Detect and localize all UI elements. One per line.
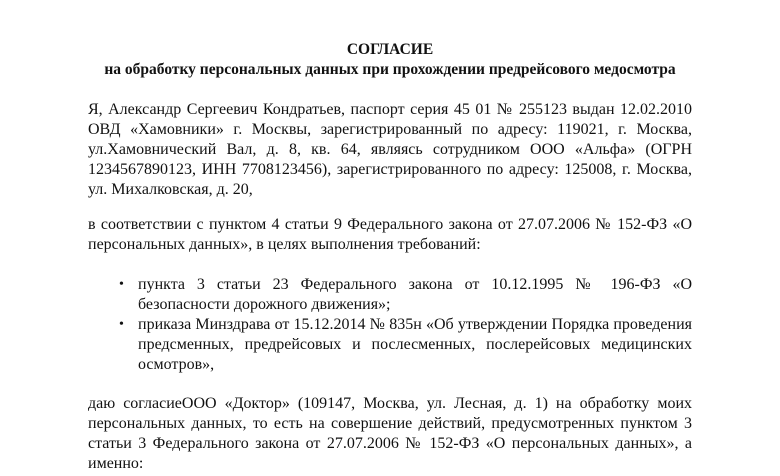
requirements-list <box>88 275 692 375</box>
intro-paragraph: Я, Александр Сергеевич Кондратьев, паспорт серия 45 01 № 255123 выдан 12.02.2010 ОВД «Хамовники» г. Москвы, зарегистрированный по адресу: 119021, г. Москва, ул.Хамовнический Вал, д. 8, кв. 64, являясь сотрудником ООО «Альфа» (ОГРН 1234567890123, ИНН 7708123456), зарегистрированного по адресу: 125008, г. Москва, ул. Михалковская, д. 20, <box>88 101 692 198</box>
list-item <box>88 275 692 315</box>
basis-paragraph: в соответствии с пунктом 4 статьи 9 Федерального закона от 27.07.2006 № 152-ФЗ «О персональных данных», в целях выполнения требований: <box>88 216 692 253</box>
consent-paragraph: даю согласиеООО «Доктор» (109147, Москва, ул. Лесная, д. 1) на обработку моих персональных данных, то есть на совершение действий, предусмотренных пунктом 3 статьи 3 Федерального закона от 27.07.2006 № 152-ФЗ «О персональных данных», а именно: <box>88 395 692 472</box>
document-title: СОГЛАСИЕ <box>346 41 434 58</box>
list-item <box>88 315 692 375</box>
bullet-icon: • <box>119 277 124 292</box>
document-subtitle: на обработку персональных данных при прохождении предрейсового медосмотра <box>104 61 676 78</box>
bullet-icon: • <box>119 317 124 332</box>
list-item-text: пункта 3 статьи 23 Федерального закона от 10.12.1995 № 196-ФЗ «О безопасности дорожного движения»; <box>138 276 692 313</box>
list-item-text: приказа Минздрава от 15.12.2014 № 835н «Об утверждении Порядка проведения предсменных, предрейсовых и послесменных, послерейсовых медицинских осмотров», <box>138 316 692 373</box>
